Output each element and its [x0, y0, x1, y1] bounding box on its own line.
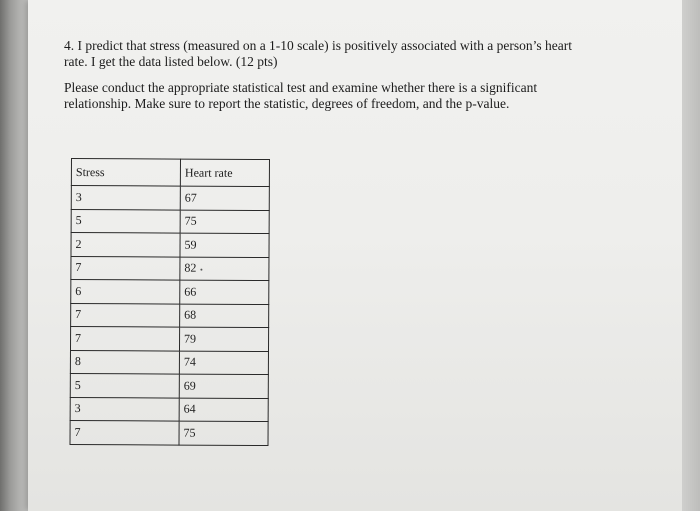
table-row — [71, 303, 269, 328]
heart-rate-cell: 75 — [179, 421, 268, 445]
stress-cell: 2 — [71, 233, 180, 257]
question-line-1: 4. I predict that stress (measured on a 1-10 scale) is positively associated with a person’s heart — [64, 38, 572, 53]
table-row — [70, 350, 268, 375]
stress-cell: 7 — [71, 256, 180, 280]
stress-cell: 5 — [71, 209, 180, 233]
stress-cell: 5 — [70, 373, 179, 397]
table-row — [71, 256, 269, 281]
question-line-2: rate. I get the data listed below. (12 pts) — [64, 54, 278, 69]
heart-rate-cell: 69 — [179, 374, 268, 398]
heart-rate-cell: 64 — [179, 398, 268, 422]
stress-cell: 7 — [71, 303, 180, 327]
instructions-text — [64, 80, 584, 112]
table-row — [70, 397, 268, 422]
question-text — [64, 38, 584, 70]
instructions-line-2: relationship. Make sure to report the statistic, degrees of freedom, and the p-value. — [64, 96, 510, 111]
heart-rate-cell: 74 — [179, 351, 268, 375]
heart-rate-cell: 66 — [180, 280, 269, 304]
stress-cell: 6 — [71, 280, 180, 304]
table-header-row — [71, 159, 269, 187]
stress-cell: 7 — [70, 327, 179, 351]
instructions-line-1: Please conduct the appropriate statistical test and examine whether there is a significant — [64, 80, 538, 95]
heart-rate-cell: 79 — [179, 327, 268, 351]
heart-rate-value: 82 — [184, 260, 197, 275]
table-row — [71, 233, 269, 258]
data-table — [69, 158, 269, 446]
heart-rate-cell: 59 — [180, 233, 269, 257]
table-row — [71, 186, 269, 211]
stress-cell: 3 — [71, 186, 180, 210]
table-row — [70, 327, 268, 352]
table-row — [70, 420, 268, 445]
header-heart-rate: Heart rate — [180, 159, 269, 186]
stress-cell: 7 — [70, 420, 179, 444]
table-row — [71, 209, 269, 234]
heart-rate-cell — [180, 257, 269, 281]
heart-rate-cell: 67 — [180, 186, 269, 210]
table-row — [70, 373, 268, 398]
heart-rate-cell: 68 — [180, 304, 269, 328]
stress-cell: 3 — [70, 397, 179, 421]
table-row — [71, 280, 269, 305]
stress-cell: 8 — [70, 350, 179, 374]
heart-rate-cell: 75 — [180, 210, 269, 234]
pen-mark — [200, 268, 202, 270]
page-edge — [682, 0, 700, 511]
header-stress: Stress — [71, 159, 180, 187]
